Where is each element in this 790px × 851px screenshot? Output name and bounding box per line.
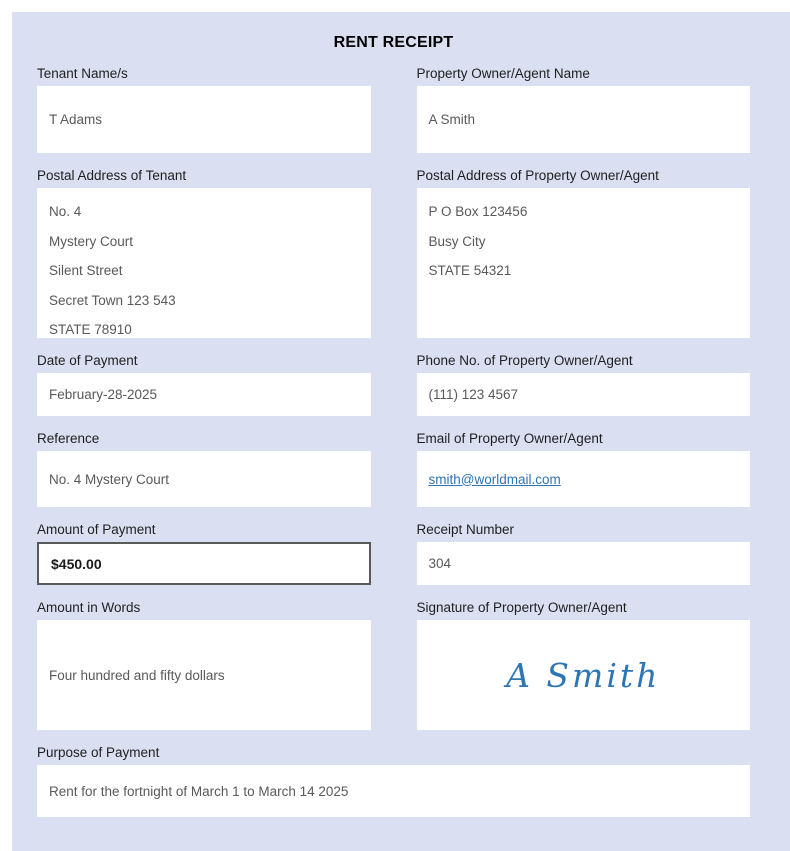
amount-value: $450.00 bbox=[51, 555, 102, 572]
row-words-signature bbox=[37, 599, 750, 730]
address-line: P O Box 123456 bbox=[428, 204, 528, 219]
address-line: STATE 54321 bbox=[428, 263, 512, 278]
amount-label: Amount of Payment bbox=[37, 522, 156, 537]
page-title: RENT RECEIPT bbox=[333, 34, 454, 51]
owner-name-label: Property Owner/Agent Name bbox=[416, 66, 590, 81]
row-date-phone bbox=[37, 352, 750, 416]
tenant-address-field[interactable] bbox=[37, 188, 371, 338]
amount-words-value: Four hundred and fifty dollars bbox=[49, 667, 225, 683]
date-of-payment-label: Date of Payment bbox=[37, 353, 138, 368]
address-line: No. 4 bbox=[49, 204, 82, 219]
owner-phone-value: (111) 123 4567 bbox=[428, 387, 519, 402]
row-names bbox=[37, 65, 750, 153]
receipt-number-value: 304 bbox=[428, 556, 452, 571]
owner-phone-field[interactable] bbox=[417, 373, 751, 416]
row-reference-email bbox=[37, 430, 750, 507]
purpose-label: Purpose of Payment bbox=[37, 745, 160, 760]
tenant-address-label: Postal Address of Tenant bbox=[37, 168, 187, 183]
purpose-field[interactable] bbox=[37, 765, 750, 817]
owner-email-link[interactable]: smith@worldmail.com bbox=[428, 471, 561, 487]
row-addresses bbox=[37, 167, 750, 338]
reference-label: Reference bbox=[37, 431, 100, 446]
address-line: Secret Town 123 543 bbox=[49, 292, 176, 308]
address-line: Busy City bbox=[428, 233, 486, 249]
signature-label: Signature of Property Owner/Agent bbox=[416, 600, 627, 615]
owner-name-value: A Smith bbox=[428, 112, 476, 127]
reference-value: No. 4 Mystery Court bbox=[49, 471, 170, 487]
amount-words-label: Amount in Words bbox=[37, 600, 141, 615]
owner-address-field[interactable] bbox=[417, 188, 751, 338]
receipt-number-field[interactable] bbox=[417, 542, 751, 585]
receipt-number-label: Receipt Number bbox=[416, 522, 515, 537]
owner-name-field[interactable] bbox=[417, 86, 751, 153]
tenant-name-value: T Adams bbox=[49, 112, 103, 127]
purpose-value: Rent for the fortnight of March 1 to March 14 2025 bbox=[49, 783, 349, 799]
tenant-name-label: Tenant Name/s bbox=[37, 66, 128, 81]
date-of-payment-value: February-28-2025 bbox=[49, 387, 158, 402]
signature-value: A Smith bbox=[506, 655, 661, 695]
row-amount-receipt bbox=[37, 521, 750, 585]
tenant-name-field[interactable] bbox=[37, 86, 371, 153]
signature-field[interactable] bbox=[417, 620, 751, 730]
reference-field[interactable] bbox=[37, 451, 371, 507]
owner-address-label: Postal Address of Property Owner/Agent bbox=[416, 168, 659, 183]
row-purpose bbox=[37, 744, 750, 817]
rent-receipt-panel bbox=[12, 12, 790, 851]
address-line: Silent Street bbox=[49, 263, 123, 278]
owner-email-label: Email of Property Owner/Agent bbox=[416, 431, 603, 446]
amount-field[interactable] bbox=[37, 542, 371, 585]
owner-email-field[interactable] bbox=[417, 451, 751, 507]
date-of-payment-field[interactable] bbox=[37, 373, 371, 416]
address-line: Mystery Court bbox=[49, 233, 134, 249]
owner-phone-label: Phone No. of Property Owner/Agent bbox=[416, 353, 633, 368]
address-line: STATE 78910 bbox=[49, 322, 132, 337]
amount-words-field[interactable] bbox=[37, 620, 371, 730]
